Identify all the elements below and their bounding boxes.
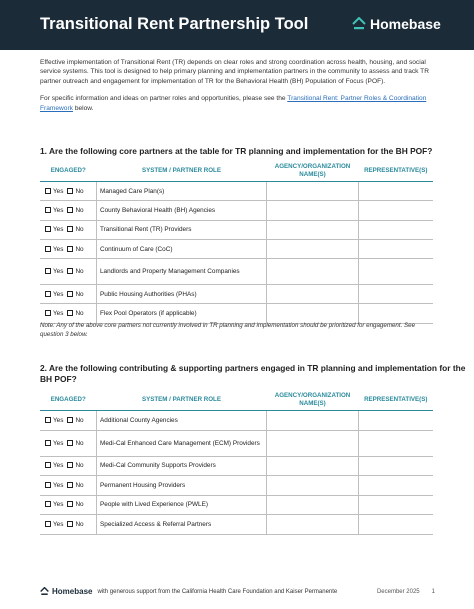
- engaged-cell: [40, 285, 97, 304]
- yes-checkbox[interactable]: [45, 462, 51, 468]
- partner-role-cell: Transitional Rent (TR) Providers: [97, 220, 267, 239]
- partner-role-cell: Continuum of Care (CoC): [97, 239, 267, 258]
- representative-cell[interactable]: [359, 515, 434, 535]
- engaged-header: ENGAGED?: [40, 390, 97, 411]
- page-footer: [40, 587, 435, 596]
- representative-cell[interactable]: [359, 285, 434, 304]
- partner-role-cell: People with Lived Experience (PWLE): [97, 495, 267, 515]
- yes-label: Yes: [53, 187, 64, 195]
- representative-cell[interactable]: [359, 304, 434, 323]
- engagement-note: Note: Any of the above core partners not currently involved in TR planning and implementation should be prioritized for engagement. See question 3 below.: [40, 322, 416, 338]
- yes-label: Yes: [53, 520, 64, 528]
- table-row: [40, 476, 433, 496]
- yes-checkbox[interactable]: [45, 246, 51, 252]
- table-row: [40, 304, 433, 323]
- yes-checkbox[interactable]: [45, 291, 51, 297]
- no-label: No: [75, 481, 84, 489]
- no-label: No: [75, 310, 84, 318]
- yes-checkbox[interactable]: [45, 501, 51, 507]
- rep-header: REPRESENTATIVE(S): [359, 390, 434, 411]
- table-header-row: [40, 161, 433, 182]
- table-row: [40, 430, 433, 456]
- engaged-cell: [40, 411, 97, 431]
- table-row: [40, 259, 433, 285]
- no-label: No: [75, 462, 84, 470]
- page-header: [0, 0, 474, 50]
- representative-cell[interactable]: [359, 495, 434, 515]
- table-row: [40, 285, 433, 304]
- engaged-cell: [40, 304, 97, 323]
- intro-text-after-link: below.: [72, 104, 94, 112]
- yes-label: Yes: [53, 501, 64, 509]
- table-row: [40, 220, 433, 239]
- partner-role-cell: Specialized Access & Referral Partners: [97, 515, 267, 535]
- house-icon: [352, 17, 366, 31]
- engaged-cell: [40, 259, 97, 285]
- engaged-cell: [40, 182, 97, 201]
- partner-role-cell: County Behavioral Health (BH) Agencies: [97, 201, 267, 220]
- yes-label: Yes: [53, 226, 64, 234]
- no-label: No: [75, 206, 84, 214]
- engaged-cell: [40, 456, 97, 476]
- table-header-row: [40, 390, 433, 411]
- no-checkbox[interactable]: [67, 462, 73, 468]
- homebase-logo: [352, 16, 441, 32]
- yes-label: Yes: [53, 245, 64, 253]
- framework-link[interactable]: Transitional Rent: Partner Roles & Coordination Framework: [40, 95, 427, 112]
- yes-checkbox[interactable]: [45, 207, 51, 213]
- partner-role-cell: Permanent Housing Providers: [97, 476, 267, 496]
- no-checkbox[interactable]: [67, 482, 73, 488]
- no-label: No: [75, 290, 84, 298]
- no-checkbox[interactable]: [67, 268, 73, 274]
- table-row: [40, 456, 433, 476]
- no-label: No: [75, 416, 84, 424]
- yes-checkbox[interactable]: [45, 521, 51, 527]
- no-label: No: [75, 226, 84, 234]
- question-1-title: 1. Are the following core partners at the table for TR planning and implementation for the BH POF?: [40, 146, 433, 156]
- no-checkbox[interactable]: [67, 188, 73, 194]
- no-checkbox[interactable]: [67, 417, 73, 423]
- brand-name: Homebase: [370, 16, 441, 32]
- house-icon: [40, 587, 49, 596]
- agency-name-cell[interactable]: [267, 430, 359, 456]
- role-header: SYSTEM / PARTNER ROLE: [97, 161, 267, 182]
- intro-text: [40, 58, 435, 121]
- partner-role-cell: Managed Care Plan(s): [97, 182, 267, 201]
- partner-role-cell: Medi-Cal Community Supports Providers: [97, 456, 267, 476]
- representative-cell[interactable]: [359, 456, 434, 476]
- table-row: [40, 495, 433, 515]
- no-checkbox[interactable]: [67, 207, 73, 213]
- yes-label: Yes: [53, 310, 64, 318]
- yes-label: Yes: [53, 268, 64, 276]
- yes-checkbox[interactable]: [45, 310, 51, 316]
- yes-label: Yes: [53, 290, 64, 298]
- intro-text-before-link: For specific information and ideas on partner roles and opportunities, please see the: [40, 95, 288, 103]
- agency-header: AGENCY/ORGANIZATION NAME(S): [267, 161, 359, 182]
- partner-role-cell: Flex Pool Operators (if applicable): [97, 304, 267, 323]
- agency-name-cell[interactable]: [267, 515, 359, 535]
- agency-name-cell[interactable]: [267, 304, 359, 323]
- partner-role-cell: Additional County Agencies: [97, 411, 267, 431]
- engaged-cell: [40, 515, 97, 535]
- agency-name-cell[interactable]: [267, 495, 359, 515]
- yes-label: Yes: [53, 416, 64, 424]
- page-title: Transitional Rent Partnership Tool: [40, 15, 309, 33]
- agency-name-cell[interactable]: [267, 239, 359, 258]
- agency-name-cell[interactable]: [267, 456, 359, 476]
- yes-checkbox[interactable]: [45, 440, 51, 446]
- engaged-cell: [40, 495, 97, 515]
- footer-date: December 2025: [376, 588, 420, 595]
- table-row: [40, 201, 433, 220]
- engaged-cell: [40, 220, 97, 239]
- yes-checkbox[interactable]: [45, 482, 51, 488]
- yes-checkbox[interactable]: [45, 268, 51, 274]
- yes-checkbox[interactable]: [45, 188, 51, 194]
- supporting-partners-table: [40, 390, 433, 535]
- agency-name-cell[interactable]: [267, 411, 359, 431]
- agency-name-cell[interactable]: [267, 201, 359, 220]
- footer-logo: [40, 587, 92, 596]
- table-row: [40, 515, 433, 535]
- table-row: [40, 182, 433, 201]
- partner-role-cell: Medi-Cal Enhanced Care Management (ECM) Providers: [97, 430, 267, 456]
- engaged-cell: [40, 476, 97, 496]
- agency-name-cell[interactable]: [267, 476, 359, 496]
- question-2-title: 2. Are the following contributing & supporting partners engaged in TR planning and implementation for the BH POF?: [40, 363, 466, 384]
- engaged-header: ENGAGED?: [40, 161, 97, 182]
- no-checkbox[interactable]: [67, 226, 73, 232]
- no-checkbox[interactable]: [67, 246, 73, 252]
- agency-header: AGENCY/ORGANIZATION NAME(S): [267, 390, 359, 411]
- representative-cell[interactable]: [359, 430, 434, 456]
- rep-header: REPRESENTATIVE(S): [359, 161, 434, 182]
- yes-label: Yes: [53, 439, 64, 447]
- no-label: No: [75, 439, 84, 447]
- representative-cell[interactable]: [359, 220, 434, 239]
- page-number: 1: [431, 588, 435, 595]
- no-label: No: [75, 520, 84, 528]
- no-checkbox[interactable]: [67, 501, 73, 507]
- agency-name-cell[interactable]: [267, 285, 359, 304]
- partner-role-cell: Public Housing Authorities (PHAs): [97, 285, 267, 304]
- agency-name-cell[interactable]: [267, 182, 359, 201]
- no-label: No: [75, 245, 84, 253]
- no-checkbox[interactable]: [67, 310, 73, 316]
- agency-name-cell[interactable]: [267, 220, 359, 239]
- core-partners-table: [40, 161, 433, 324]
- representative-cell[interactable]: [359, 182, 434, 201]
- representative-cell[interactable]: [359, 259, 434, 285]
- representative-cell[interactable]: [359, 411, 434, 431]
- yes-label: Yes: [53, 481, 64, 489]
- intro-paragraph-2: [40, 94, 435, 113]
- yes-label: Yes: [53, 206, 64, 214]
- yes-checkbox[interactable]: [45, 226, 51, 232]
- agency-name-cell[interactable]: [267, 259, 359, 285]
- representative-cell[interactable]: [359, 476, 434, 496]
- intro-paragraph-1: Effective implementation of Transitional Rent (TR) depends on clear roles and strong coordination across health, housing, and social service systems. This tool is designed to help primary planning and implementation partners in the community to assess and track TR partner outreach and engagement for implementation of TR for the Behavioral Health (BH) Population of Focus (POF).: [40, 59, 429, 85]
- footer-brand: Homebase: [52, 587, 93, 596]
- engaged-cell: [40, 430, 97, 456]
- no-checkbox[interactable]: [67, 291, 73, 297]
- representative-cell[interactable]: [359, 201, 434, 220]
- footer-support-text: with generous support from the California Health Care Foundation and Kaiser Permanente: [97, 588, 338, 595]
- partner-role-cell: Landlords and Property Management Companies: [97, 259, 267, 285]
- no-label: No: [75, 187, 84, 195]
- role-header: SYSTEM / PARTNER ROLE: [97, 390, 267, 411]
- no-label: No: [75, 268, 84, 276]
- no-checkbox[interactable]: [67, 440, 73, 446]
- engaged-cell: [40, 201, 97, 220]
- yes-label: Yes: [53, 462, 64, 470]
- no-checkbox[interactable]: [67, 521, 73, 527]
- engaged-cell: [40, 239, 97, 258]
- yes-checkbox[interactable]: [45, 417, 51, 423]
- no-label: No: [75, 501, 84, 509]
- table-row: [40, 411, 433, 431]
- representative-cell[interactable]: [359, 239, 434, 258]
- table-row: [40, 239, 433, 258]
